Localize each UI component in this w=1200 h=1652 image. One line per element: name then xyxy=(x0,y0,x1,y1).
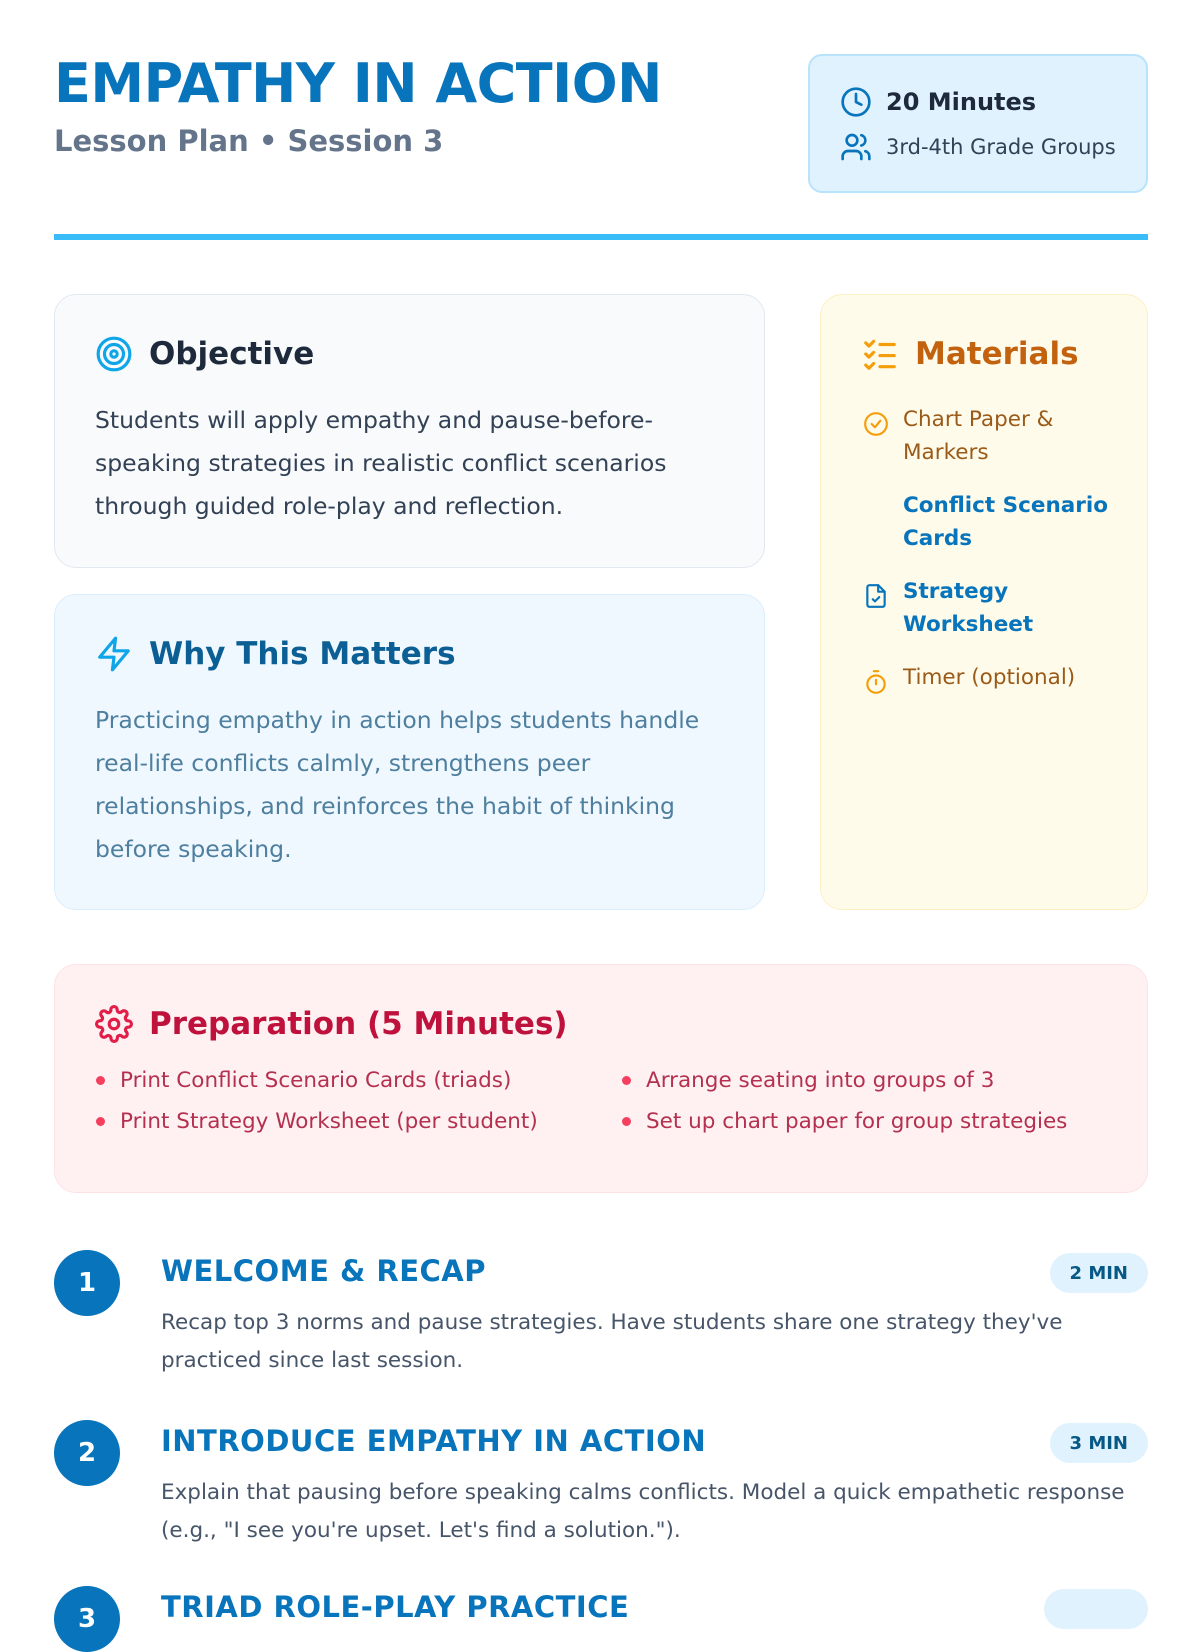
step-title: TRIAD ROLE-PLAY PRACTICE xyxy=(161,1590,630,1624)
why-title: Why This Matters xyxy=(149,636,456,672)
prep-item-text: Arrange seating into groups of 3 xyxy=(646,1068,995,1093)
objective-card xyxy=(54,294,765,568)
why-card xyxy=(54,594,765,910)
material-item-link[interactable] xyxy=(863,575,1127,641)
step-duration-badge: 2 MIN xyxy=(1050,1253,1148,1293)
duration-text: 20 Minutes xyxy=(886,88,1037,116)
gear-icon xyxy=(95,1005,133,1043)
prep-item-text: Set up chart paper for group strategies xyxy=(646,1109,1068,1134)
objective-heading xyxy=(95,335,314,373)
prep-item xyxy=(95,1068,621,1093)
users-icon xyxy=(840,131,872,163)
check-circle-icon xyxy=(863,411,889,437)
material-label: Timer (optional) xyxy=(903,665,1076,690)
bullet-icon xyxy=(96,1076,105,1085)
preparation-title: Preparation (5 Minutes) xyxy=(149,1006,568,1042)
objective-title: Objective xyxy=(149,336,315,372)
checklist-icon xyxy=(861,335,899,373)
step-description: Recap top 3 norms and pause strategies. Have students share one strategy they've practiced since last session. xyxy=(161,1310,1063,1373)
audience-row xyxy=(840,131,1116,163)
preparation-heading xyxy=(95,1005,568,1043)
lesson-step xyxy=(54,1420,1148,1550)
materials-card xyxy=(820,294,1148,910)
prep-item xyxy=(621,1068,1105,1093)
preparation-list xyxy=(95,1068,1105,1134)
clock-icon xyxy=(840,86,872,118)
prep-item xyxy=(95,1109,621,1134)
step-duration-badge: 3 MIN xyxy=(1050,1423,1148,1463)
why-text: Practicing empathy in action helps students handle real-life conflicts calmly, strengthens peer relationships, and reinforces the habit of thinking before speaking. xyxy=(95,706,700,863)
prep-item xyxy=(621,1109,1105,1134)
materials-title: Materials xyxy=(915,336,1079,372)
blank-icon xyxy=(863,497,889,523)
why-heading xyxy=(95,635,456,673)
header-divider xyxy=(54,234,1148,240)
target-icon xyxy=(95,335,133,373)
step-number: 2 xyxy=(54,1420,120,1486)
step-number: 3 xyxy=(54,1586,120,1652)
materials-list xyxy=(863,403,1127,715)
bullet-icon xyxy=(96,1117,105,1126)
document-icon xyxy=(863,583,889,609)
preparation-card xyxy=(54,964,1148,1193)
step-duration-badge xyxy=(1044,1589,1148,1629)
material-item xyxy=(863,661,1127,695)
step-description: Explain that pausing before speaking calms conflicts. Model a quick empathetic response (e.g., "I see you're upset. Let's find a solution."). xyxy=(161,1480,1125,1543)
objective-text: Students will apply empathy and pause-before-speaking strategies in realistic conflict scenarios through guided role-play and reflection. xyxy=(95,406,667,520)
lightning-icon xyxy=(95,635,133,673)
prep-item-text: Print Conflict Scenario Cards (triads) xyxy=(120,1068,512,1093)
material-item xyxy=(863,403,1127,469)
bullet-icon xyxy=(622,1076,631,1085)
page-subtitle: Lesson Plan • Session 3 xyxy=(54,124,444,158)
lesson-step xyxy=(54,1586,1148,1634)
material-label: Chart Paper & Markers xyxy=(903,407,1054,465)
prep-item-text: Print Strategy Worksheet (per student) xyxy=(120,1109,538,1134)
step-title: INTRODUCE EMPATHY IN ACTION xyxy=(161,1424,707,1458)
page-title: EMPATHY IN ACTION xyxy=(54,52,662,115)
materials-heading xyxy=(861,335,1079,373)
duration-row xyxy=(840,86,1036,118)
material-link-label[interactable]: Strategy Worksheet xyxy=(903,579,1034,637)
lesson-step xyxy=(54,1250,1148,1380)
lesson-info-box xyxy=(808,54,1148,193)
step-title: WELCOME & RECAP xyxy=(161,1254,486,1288)
timer-icon xyxy=(863,669,889,695)
bullet-icon xyxy=(622,1117,631,1126)
material-link-label[interactable]: Conflict Scenario Cards xyxy=(903,493,1109,551)
step-number: 1 xyxy=(54,1250,120,1316)
material-item-link[interactable] xyxy=(863,489,1127,555)
audience-text: 3rd-4th Grade Groups xyxy=(886,135,1116,159)
